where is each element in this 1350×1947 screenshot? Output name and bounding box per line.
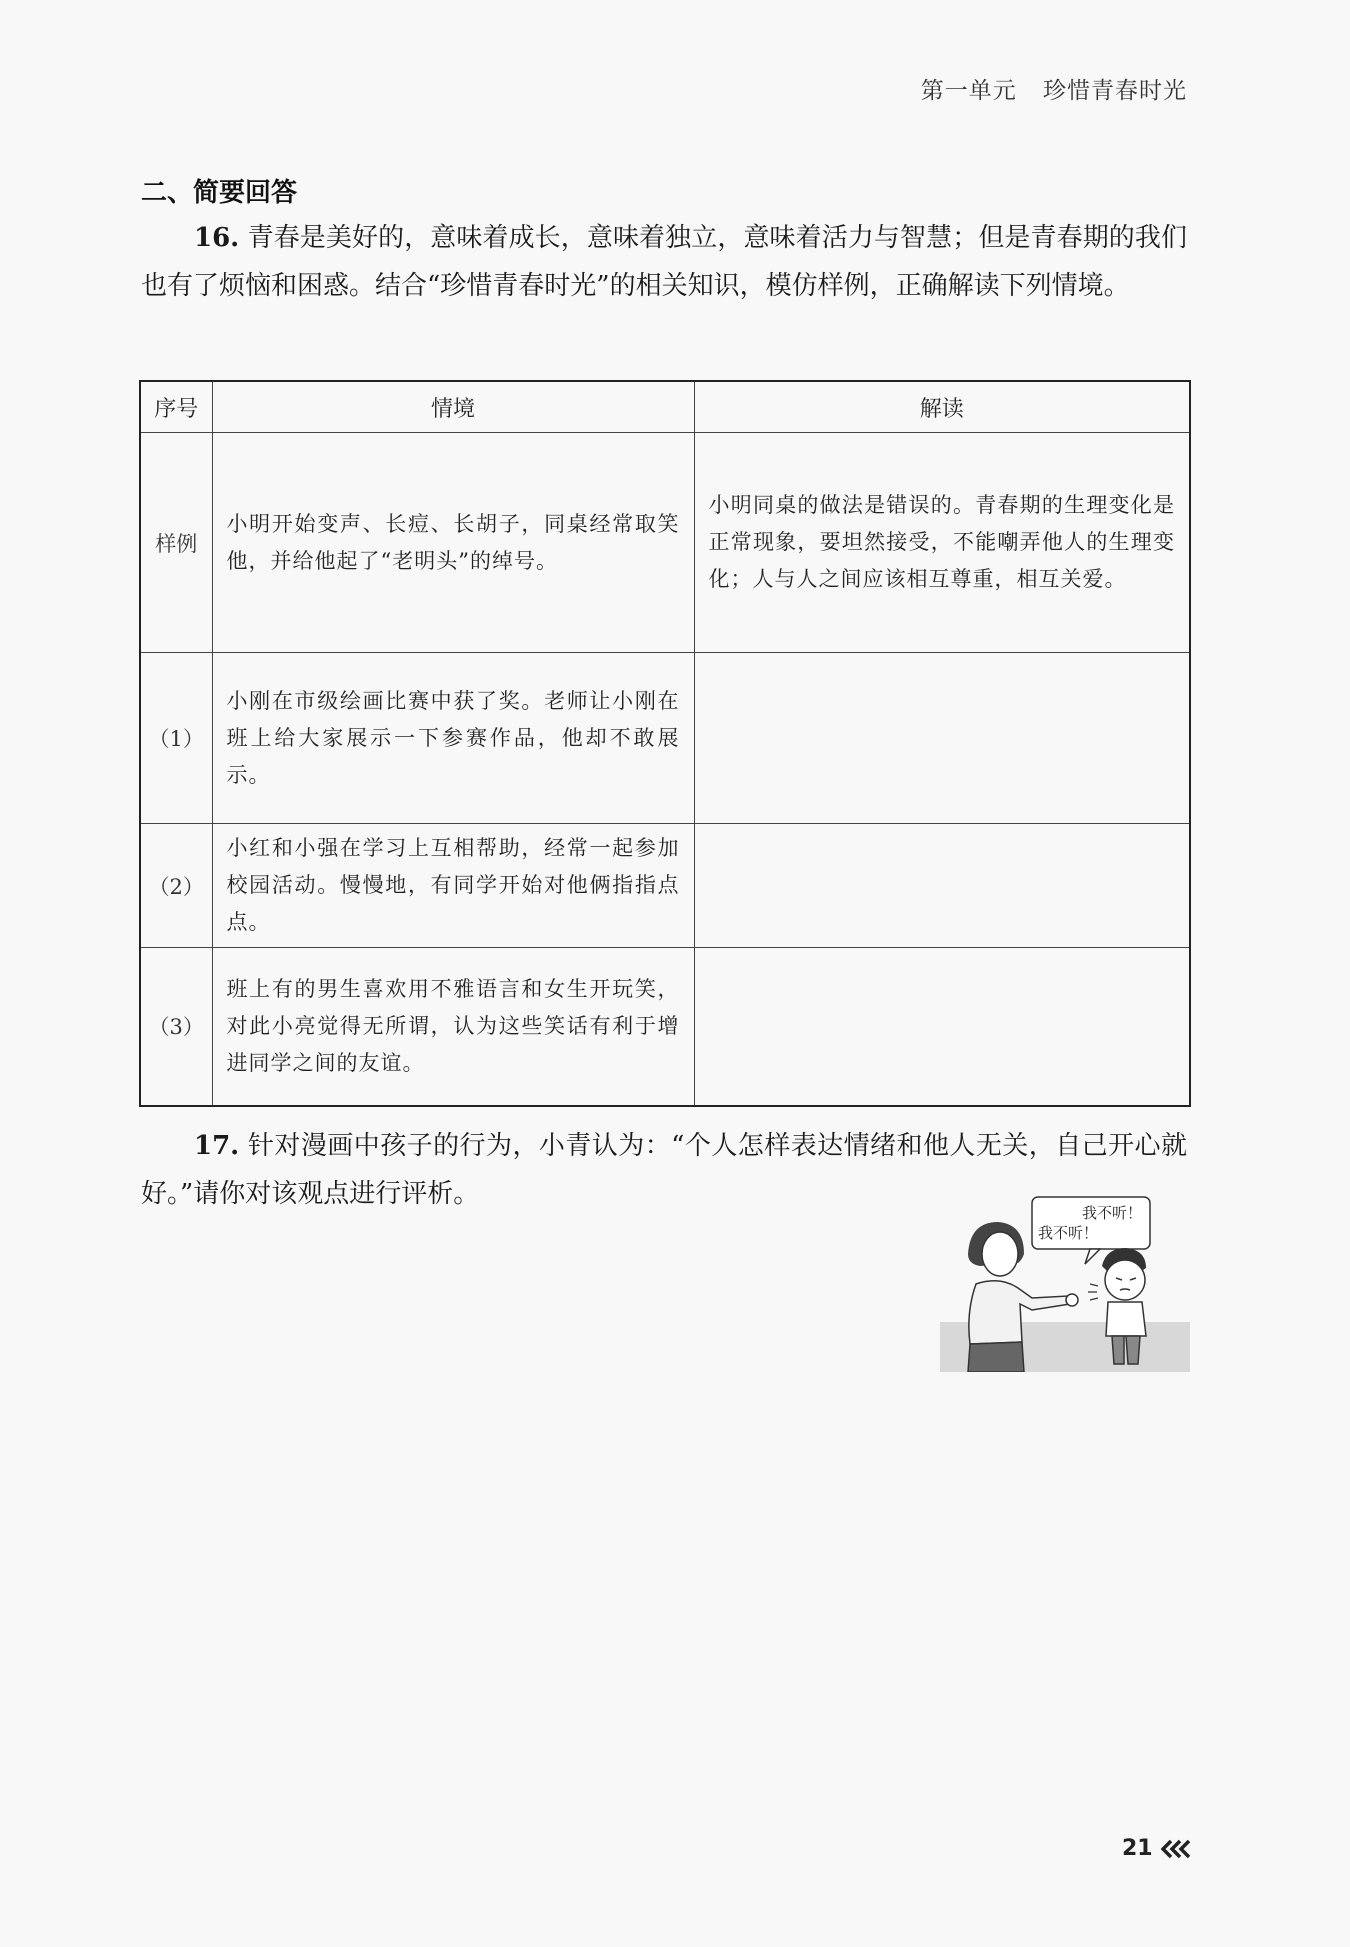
- header-scene: 情境: [212, 381, 694, 433]
- question-text: 青春是美好的，意味着成长，意味着独立，意味着活力与智慧；但是青春期的我们也有了烦恼和困惑。结合“珍惜青春时光”的相关知识，模仿样例，正确解读下列情境。: [141, 223, 1187, 301]
- row-index: （3）: [140, 948, 212, 1106]
- unit-title: 珍惜青春时光: [1043, 78, 1187, 104]
- running-header: [921, 72, 1187, 105]
- page-number: [1122, 1836, 1195, 1861]
- row-scene: 小红和小强在学习上互相帮助，经常一起参加校园活动。慢慢地，有同学开始对他俩指指点点。: [212, 824, 694, 948]
- bubble-text-2: 我不听！: [1038, 1224, 1099, 1242]
- header-index: 序号: [140, 381, 212, 433]
- answer-cell-2[interactable]: [694, 824, 1190, 948]
- page-number-text: 21: [1122, 1836, 1153, 1861]
- row-scene: 小刚在市级绘画比赛中获了奖。老师让小刚在班上给大家展示一下参赛作品，他却不敢展示。: [212, 653, 694, 824]
- answer-cell-1[interactable]: [694, 653, 1190, 824]
- answer-table: [139, 380, 1191, 1107]
- header-interpretation: 解读: [694, 381, 1190, 433]
- row-index: 样例: [140, 433, 212, 653]
- bubble-text-1: 我不听！: [1082, 1204, 1143, 1222]
- question-16: [141, 214, 1187, 310]
- section-title: 二、简要回答: [141, 178, 298, 208]
- table-row-3: [140, 948, 1190, 1106]
- row-index: （2）: [140, 824, 212, 948]
- table-row-1: [140, 653, 1190, 824]
- chevrons-left-icon: [1161, 1839, 1195, 1859]
- question-text: 针对漫画中孩子的行为，小青认为：“个人怎样表达情绪和他人无关，自己开心就好。”请你对该观点进行评析。: [141, 1131, 1187, 1209]
- answer-cell-3[interactable]: [694, 948, 1190, 1106]
- row-scene: 班上有的男生喜欢用不雅语言和女生开玩笑，对此小亮觉得无所谓，认为这些笑话有利于增进同学之间的友谊。: [212, 948, 694, 1106]
- table-row-example: [140, 433, 1190, 653]
- question-number: 16.: [194, 223, 240, 253]
- row-index: （1）: [140, 653, 212, 824]
- row-scene: 小明开始变声、长痘、长胡子，同桌经常取笑他，并给他起了“老明头”的绰号。: [212, 433, 694, 653]
- speech-bubble-tail: [1085, 1249, 1100, 1264]
- unit-label: 第一单元: [920, 78, 1017, 104]
- table-header-row: [140, 381, 1190, 433]
- question-number: 17.: [194, 1131, 240, 1161]
- comic-illustration: [940, 1192, 1190, 1372]
- table-row-2: [140, 824, 1190, 948]
- row-interpretation: 小明同桌的做法是错误的。青春期的生理变化是正常现象，要坦然接受，不能嘲弄他人的生理变化；人与人之间应该相互尊重，相互关爱。: [694, 433, 1190, 653]
